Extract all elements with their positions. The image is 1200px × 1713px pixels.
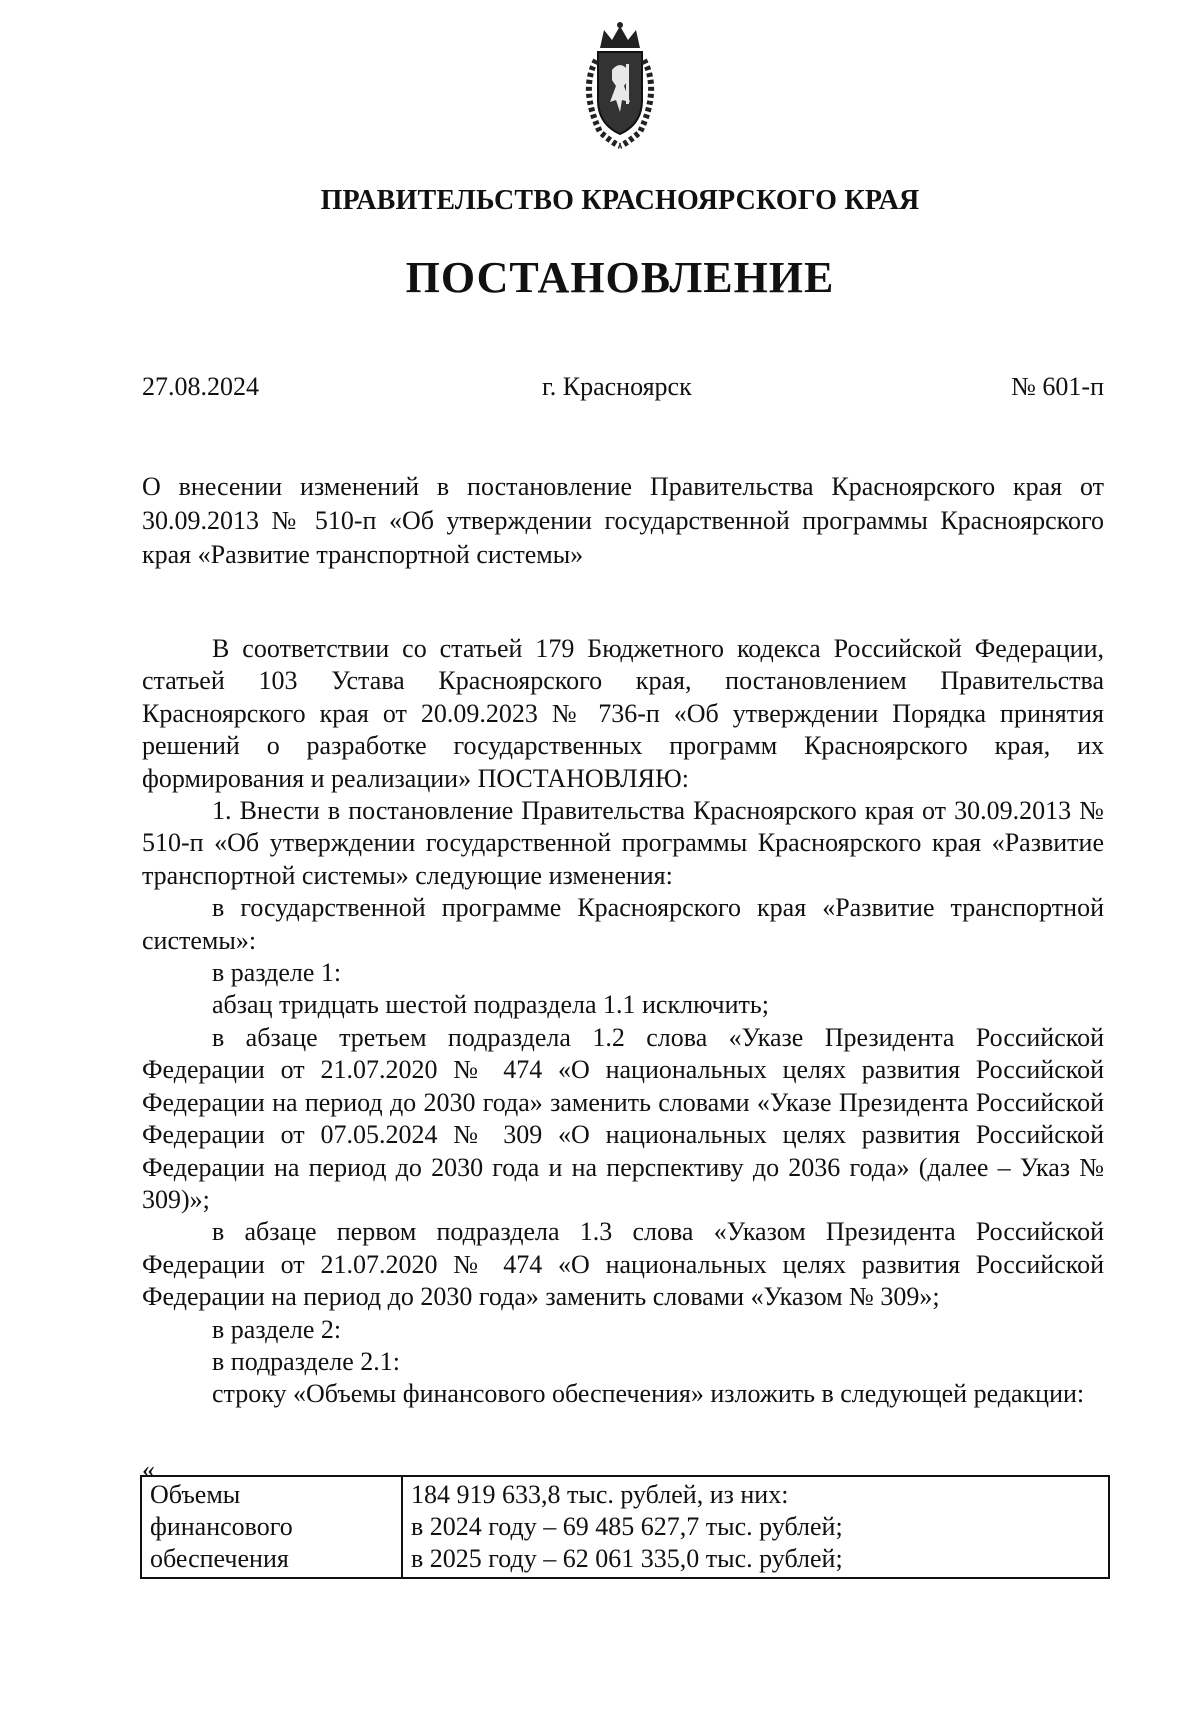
document-city: г. Красноярск <box>542 372 692 401</box>
document-meta <box>142 372 1104 406</box>
document-date: 27.08.2024 <box>142 372 259 401</box>
table-value-line: в 2024 году – 69 485 627,7 тыс. рублей; <box>411 1512 843 1541</box>
document-title: О внесении изменений в постановление Правительства Красноярского края от 30.09.2013 № 510-п «Об утверждении государственной программы Красноярского края «Развитие транспортной системы» <box>142 472 1104 569</box>
document-body <box>142 633 1104 1411</box>
table-label-line: Объемы <box>150 1480 241 1509</box>
table-row <box>141 1476 1109 1578</box>
organization-name: ПРАВИТЕЛЬСТВО КРАСНОЯРСКОГО КРАЯ <box>320 185 920 216</box>
table-value-line: в 2025 году – 62 061 335,0 тыс. рублей; <box>411 1544 843 1573</box>
table-value-line: 184 919 633,8 тыс. рублей, из них: <box>411 1480 789 1509</box>
paragraph: в разделе 2: <box>212 1314 342 1344</box>
paragraph: 1. Внести в постановление Правительства Красноярского края от 30.09.2013 № 510-п «Об утверждении государственной программы Красноярского края «Развитие транспортной системы» следующие изменения: <box>142 796 1104 890</box>
paragraph: в абзаце первом подраздела 1.3 слова «Указом Президента Российской Федерации от 21.07.2020 № 474 «О национальных целях развития Российской Федерации на период до 2030 года» заменить словами «Указом № 309»; <box>142 1217 1104 1312</box>
document-number: № 601-п <box>1011 372 1104 401</box>
paragraph: абзац тридцать шестой подраздела 1.1 исключить; <box>212 990 769 1020</box>
paragraph: в подразделе 2.1: <box>212 1346 401 1376</box>
paragraph: в государственной программе Красноярского края «Развитие транспортной системы»: <box>142 893 1104 955</box>
paragraph: в абзаце третьем подраздела 1.2 слова «Указе Президента Российской Федерации от 21.07.2020 № 474 «О национальных целях развития Российской Федерации на период до 2030 года» заменить словами «Указе Президента Российской Федерации от 07.05.2024 № 309 «О национальных целях развития Российской Федерации на период до 2030 года и на перспективу до 2036 года» (далее – Указ № 309)»; <box>142 1022 1104 1214</box>
table-value-cell <box>402 1476 1109 1578</box>
paragraph: В соответствии со статьей 179 Бюджетного кодекса Российской Федерации, статьей 103 Устава Красноярского края, постановлением Правительства Красноярского края от 20.09.2023 № 736-п «Об утверждении Порядка принятия решений о разработке государственных программ Красноярского края, их формирования и реализации» ПОСТАНОВЛЯЮ: <box>142 634 1104 793</box>
paragraph: в разделе 1: <box>212 958 342 988</box>
table-label-line: обеспечения <box>150 1544 289 1573</box>
krasnoyarsk-coat-of-arms-icon <box>570 20 670 150</box>
document-type: ПОСТАНОВЛЕНИЕ <box>405 253 835 302</box>
opening-quote: « <box>142 1455 155 1484</box>
table-label-cell <box>141 1476 402 1578</box>
financing-table <box>140 1475 1110 1579</box>
table-label-line: финансового <box>150 1512 293 1541</box>
paragraph: строку «Объемы финансового обеспечения» изложить в следующей редакции: <box>212 1379 1085 1409</box>
